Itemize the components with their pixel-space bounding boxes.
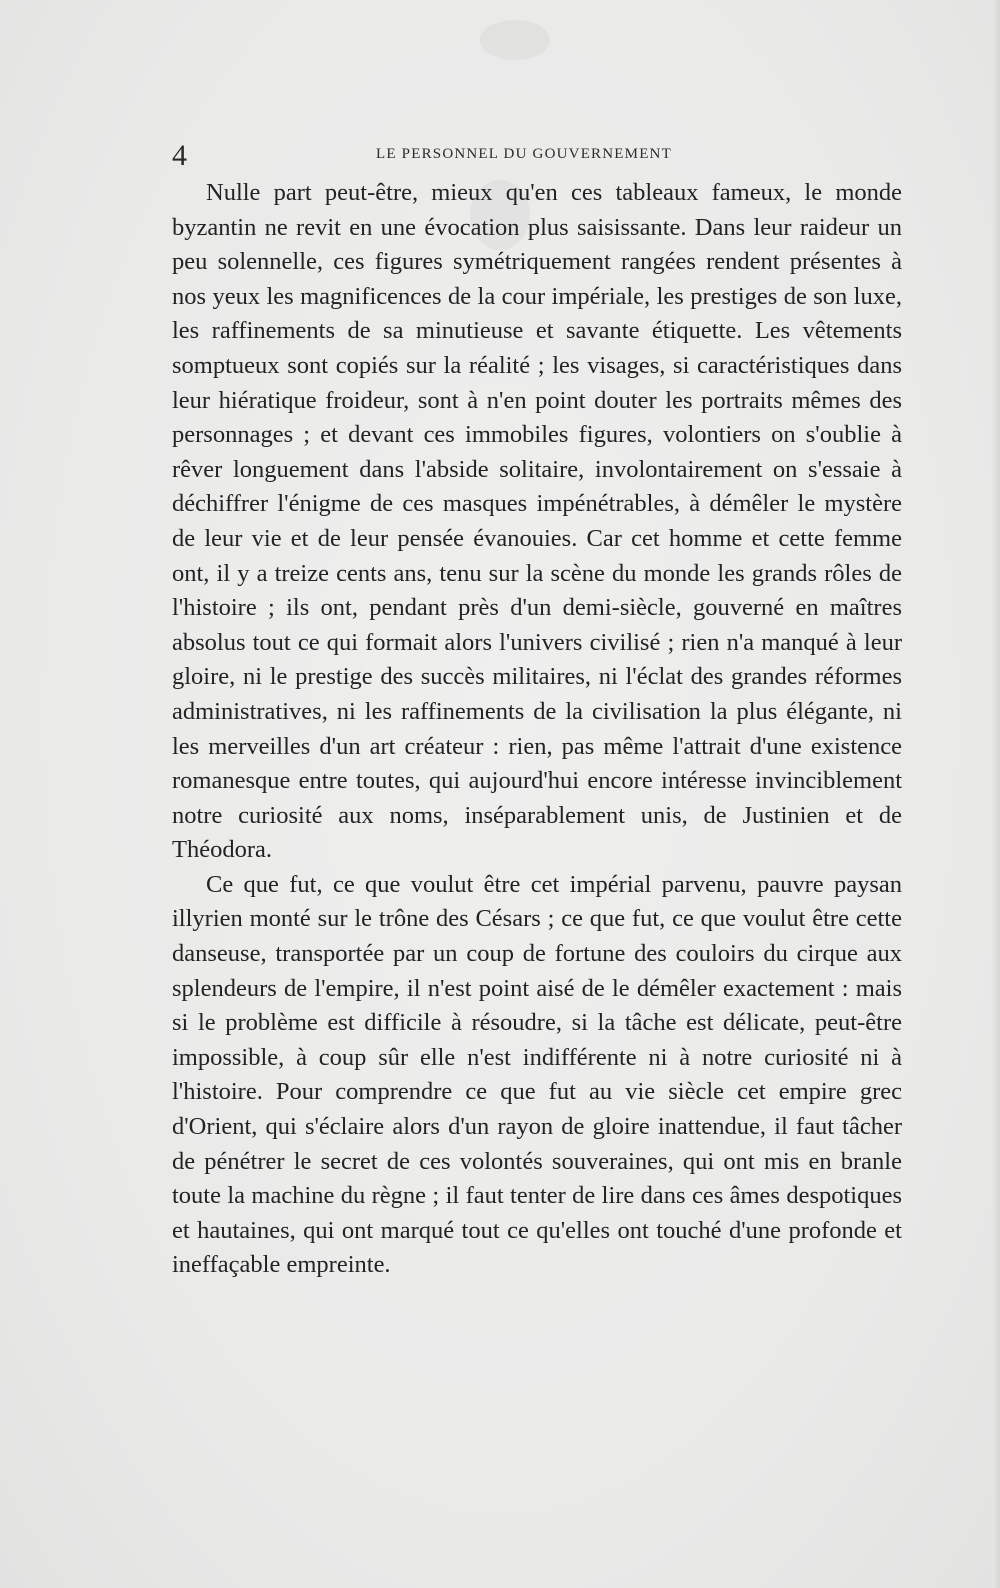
page-number: 4	[172, 139, 187, 172]
running-title: LE PERSONNEL DU GOUVERNEMENT	[376, 146, 672, 162]
paragraph: Nulle part peut-être, mieux qu'en ces tableaux fameux, le monde byzantin ne revit en une évocation plus saisissante. Dans leur raideur un peu solennelle, ces figures symétriquement rangées rendent présentes à nos yeux les magnificences de la cour impériale, les prestiges de son luxe, les raffinements de sa minutieuse et savante étiquette. Les vêtements somptueux sont copiés sur la réalité ; les visages, si caractéristiques dans leur hiératique froideur, sont à n'en point douter les portraits mêmes des personnages ; et devant ces immobiles figures, volontiers on s'oublie à rêver longuement dans l'abside solitaire, involontairement on s'essaie à déchiffrer l'énigme de ces masques impénétrables, à démêler le mystère de leur vie et de leur pensée évanouies. Car cet homme et cette femme ont, il y a treize cents ans, tenu sur la scène du monde les grands rôles de l'histoire ; ils ont, pendant près d'un demi-siècle, gouverné en maîtres absolus tout ce qui formait alors l'univers civilisé ; rien n'a manqué à leur gloire, ni le prestige des succès militaires, ni l'éclat des grandes réformes administratives, ni les raffinements de la civilisation la plus élégante, ni les merveilles d'un art créateur : rien, pas même l'attrait d'une existence romanesque entre toutes, qui aujourd'hui encore intéresse invinciblement notre curiosité aux noms, inséparablement unis, de Justinien et de Théodora.	[172, 179, 902, 864]
paper-stain	[480, 20, 550, 60]
page-header	[172, 138, 904, 174]
paragraph: Ce que fut, ce que voulut être cet impérial parvenu, pauvre paysan illyrien monté sur le trône des Césars ; ce que fut, ce que voulut être cette danseuse, transportée par un coup de fortune des couloirs du cirque aux splendeurs de l'empire, il n'est point aisé de le démêler exactement : mais si le problème est difficile à résoudre, si la tâche est délicate, peut-être impossible, à coup sûr elle n'est indifférente ni à notre curiosité ni à l'histoire. Pour comprendre ce que fut au vie siècle cet empire grec d'Orient, qui s'éclaire alors d'un rayon de gloire inattendue, il faut tâcher de pénétrer le secret de ces volontés souveraines, qui ont mis en branle toute la machine du règne ; il faut tenter de lire dans ces âmes despotiques et hautaines, qui ont marqué tout ce qu'elles ont touché d'une profonde et ineffaçable empreinte.	[172, 870, 902, 1279]
page-edge	[992, 0, 1000, 1588]
body-text	[172, 176, 902, 1283]
